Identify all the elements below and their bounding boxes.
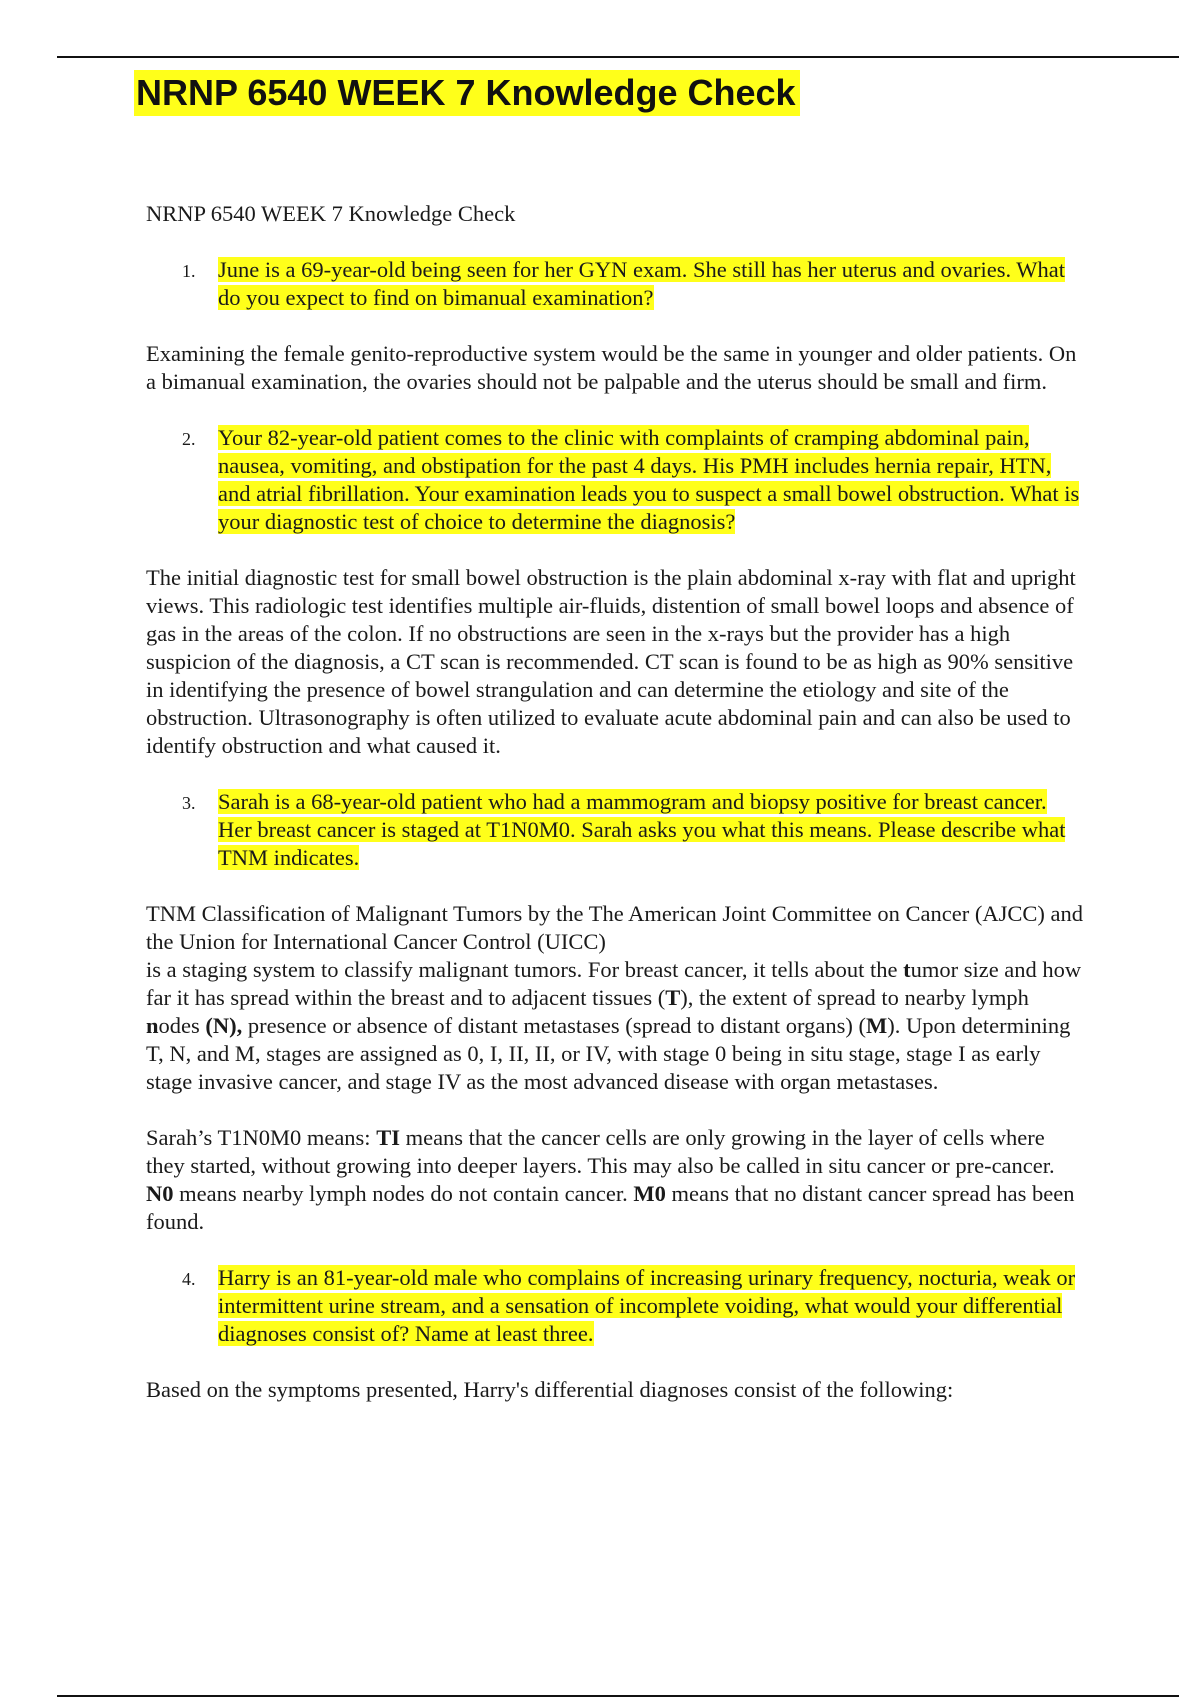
document-subtitle: NRNP 6540 WEEK 7 Knowledge Check (146, 201, 516, 226)
question-3 (146, 788, 1086, 872)
question-text: Harry is an 81-year-old male who complains of increasing urinary frequency, nocturia, weak or intermittent urine stream, and a sensation of incomplete voiding, what would your differential diagnoses consist of? Name at least three. (218, 1265, 1076, 1346)
answer-3 (146, 900, 1086, 1096)
question-4 (146, 1264, 1086, 1348)
tnm-text: is a staging system to classify malignant tumors. For breast cancer, it tells about the (146, 957, 904, 982)
tnm-classification-heading: TNM Classification of Malignant Tumors by the The American Joint Committee on Cancer (AJCC) and the Union for International Cancer Control (UICC) (146, 901, 1083, 954)
staging-bold: N0 (146, 1181, 174, 1206)
question-number: 3. (182, 793, 196, 813)
question-number: 4. (182, 1269, 196, 1289)
question-text: June is a 69-year-old being seen for her GYN exam. She still has her uterus and ovaries. What do you expect to find on bimanual examination? (218, 257, 1066, 310)
question-1 (146, 256, 1086, 312)
document-title: NRNP 6540 WEEK 7 Knowledge Check (134, 70, 800, 116)
question-text: Sarah is a 68-year-old patient who had a mammogram and biopsy positive for breast cancer. Her breast cancer is staged at T1N0M0. Sarah asks you what this means. Please describe what TNM indicates. (218, 789, 1066, 870)
tnm-bold: n (146, 1013, 159, 1038)
staging-bold: M0 (633, 1181, 666, 1206)
answer-4: Based on the symptoms presented, Harry's differential diagnoses consist of the following: (146, 1377, 954, 1402)
tnm-bold: t (903, 957, 911, 982)
question-2 (146, 424, 1086, 536)
question-number: 2. (182, 429, 196, 449)
answer-1: Examining the female genito-reproductive system would be the same in younger and older patients. On a bimanual examination, the ovaries should not be palpable and the uterus should be small and firm. (146, 341, 1077, 394)
bottom-rule (57, 1695, 1179, 1697)
question-text: Your 82-year-old patient comes to the clinic with complaints of cramping abdominal pain, nausea, vomiting, and obstipation for the past 4 days. His PMH includes hernia repair, HTN, and atrial fibrillation. Your examination leads you to suspect a small bowel obstruction. What is your diagnostic test of choice to determine the diagnosis? (218, 425, 1080, 534)
question-number: 1. (182, 261, 196, 281)
document-body (146, 200, 1086, 1432)
tnm-text: presence or absence of distant metastases (spread to distant organs) ( (242, 1013, 866, 1038)
answer-2: The initial diagnostic test for small bowel obstruction is the plain abdominal x-ray with flat and upright views. This radiologic test identifies multiple air-fluids, distention of small bowel loops and absence of gas in the areas of the colon. If no obstructions are seen in the x-rays but the provider has a high suspicion of the diagnosis, a CT scan is recommended. CT scan is found to be as high as 90% sensitive in identifying the presence of bowel strangulation and can determine the etiology and site of the obstruction. Ultrasonography is often utilized to evaluate acute abdominal pain and can also be used to identify obstruction and what caused it. (146, 565, 1076, 758)
tnm-text: ), the extent of spread to nearby lymph (680, 985, 1029, 1010)
answer-3-staging (146, 1124, 1086, 1236)
top-rule (57, 56, 1179, 58)
staging-text: Sarah’s T1N0M0 means: (146, 1125, 377, 1150)
tnm-bold: T (665, 985, 681, 1010)
tnm-bold: (N), (205, 1013, 243, 1038)
tnm-text: odes (158, 1013, 206, 1038)
tnm-bold: M (866, 1013, 888, 1038)
staging-text: means that the cancer cells are only growing in the layer of cells where they started, without growing into deeper layers. This may also be called in situ cancer or pre-cancer. (146, 1125, 1055, 1178)
staging-text: means nearby lymph nodes do not contain cancer. (173, 1181, 634, 1206)
staging-bold: TI (376, 1125, 400, 1150)
tnm-text: umor size and how far it has spread within the breast and to adjacent tissues ( (146, 957, 1082, 1010)
staging-text: means that no distant cancer spread has been found. (146, 1181, 1075, 1234)
tnm-text: ). Upon determining T, N, and M, stages are assigned as 0, I, II, II, or IV, with stage 0 being in situ stage, stage I as early stage invasive cancer, and stage IV as the most advanced disease with organ metastases. (146, 1013, 1071, 1094)
